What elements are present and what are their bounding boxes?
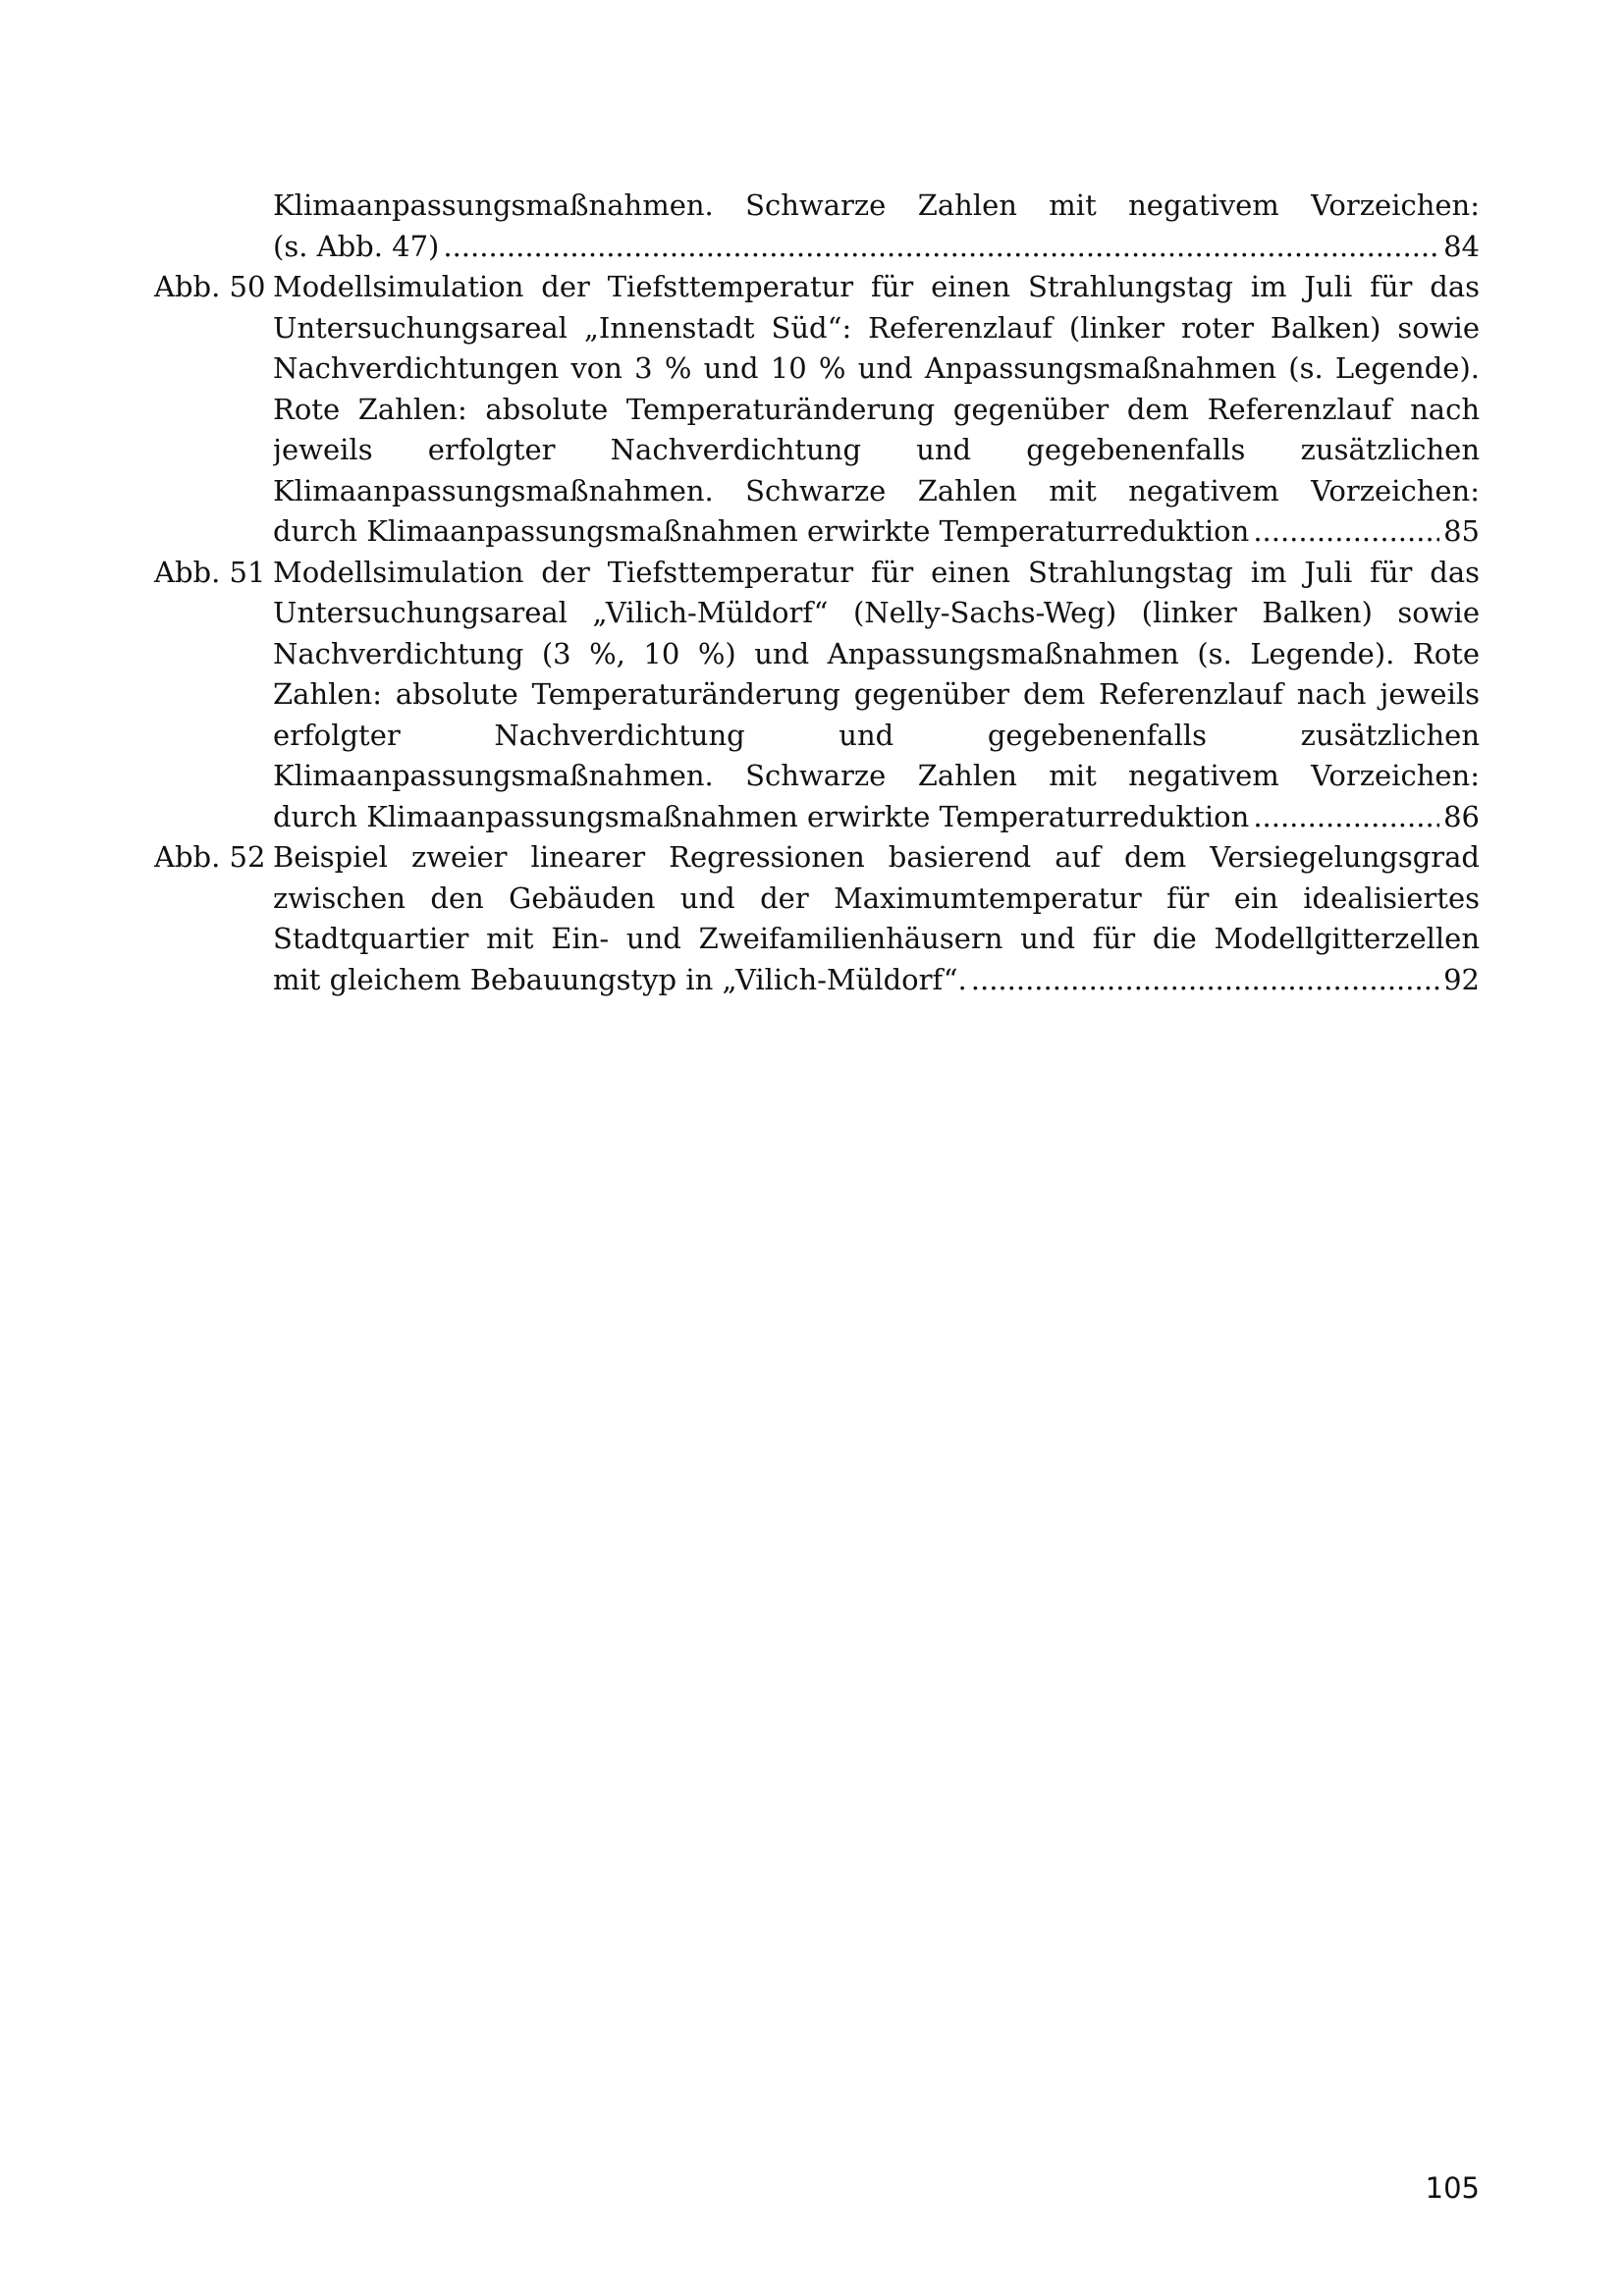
caption-text: erfolgter Nachverdichtung und gegebenenfalls zusätzlichen [273,718,1480,752]
caption-text: Untersuchungsareal „Vilich-Müldorf“ (Nelly-Sachs-Weg) (linker Balken) sowie [273,596,1480,629]
toc-entry-line [154,674,1480,716]
caption-last-line [273,960,1480,1001]
caption-text: durch Klimaanpassungsmaßnahmen erwirkte Temperaturreduktion [273,514,1250,548]
dot-leader [1253,511,1439,553]
toc-entry[interactable] [154,267,1480,553]
toc-entry[interactable] [154,837,1480,1000]
toc-entry-line [154,471,1480,512]
caption-text: Modellsimulation der Tiefsttemperatur für einen Strahlungstag im Juli für das [273,555,1480,589]
figure-label: Abb. 52 [154,840,266,874]
toc-entry-line [154,430,1480,471]
caption-last-line [273,797,1480,838]
figure-label: Abb. 51 [154,555,266,589]
toc-entry-line [154,308,1480,349]
toc-entry-line [154,716,1480,757]
toc-entry-last-line [154,511,1480,553]
caption-text: Klimaanpassungsmaßnahmen. Schwarze Zahlen mit negativem Vorzeichen: [273,759,1480,792]
toc-entry-line [154,267,1480,308]
page-reference[interactable]: 86 [1443,799,1480,833]
toc-entry-line [154,837,1480,879]
caption-text: Nachverdichtungen von 3 % und 10 % und Anpassungsmaßnahmen (s. Legende). [273,351,1480,385]
caption-text: jeweils erfolgter Nachverdichtung und gegebenenfalls zusätzlichen [273,433,1480,466]
caption-text: Modellsimulation der Tiefsttemperatur für einen Strahlungstag im Juli für das [273,270,1480,303]
dot-leader [971,960,1439,1001]
toc-entry-line [154,879,1480,920]
toc-entry-last-line [154,227,1480,268]
caption-text: Zahlen: absolute Temperaturänderung gegenüber dem Referenzlauf nach jeweils [273,677,1480,711]
caption-text: Stadtquartier mit Ein- und Zweifamilienhäusern und für die Modellgitterzellen [273,922,1480,955]
page-number: 105 [1425,2171,1480,2205]
page-reference[interactable]: 92 [1443,962,1480,996]
caption-text: Klimaanpassungsmaßnahmen. Schwarze Zahlen mit negativem Vorzeichen: [273,473,1480,507]
caption-text: (s. Abb. 47) [273,229,440,263]
caption-text: Nachverdichtung (3 %, 10 %) und Anpassungsmaßnahmen (s. Legende). Rote [273,636,1480,670]
caption-text: Rote Zahlen: absolute Temperaturänderung gegenüber dem Referenzlauf nach [273,392,1480,426]
toc-entry-line [154,593,1480,634]
toc-entry-line [154,634,1480,675]
toc-entry-line [154,186,1480,227]
toc-entry[interactable] [154,553,1480,838]
toc-entry-line [154,390,1480,431]
caption-text: mit gleichem Bebauungstyp in „Vilich-Müldorf“. [273,962,967,996]
caption-last-line [273,227,1480,268]
toc-entry-last-line [154,960,1480,1001]
caption-text: zwischen den Gebäuden und der Maximumtemperatur für ein idealisiertes [273,881,1480,915]
caption-text: Beispiel zweier linearer Regressionen basierend auf dem Versiegelungsgrad [273,840,1480,874]
page-reference[interactable]: 84 [1443,229,1480,263]
toc-entry-line [154,553,1480,594]
toc-entry-line [154,756,1480,797]
dot-leader [1253,797,1439,838]
dot-leader [443,227,1439,268]
toc-entry-line [154,919,1480,960]
toc-entry-last-line [154,797,1480,838]
figure-label: Abb. 50 [154,270,266,303]
caption-last-line [273,511,1480,553]
caption-text: Untersuchungsareal „Innenstadt Süd“: Referenzlauf (linker roter Balken) sowie [273,310,1480,345]
list-of-figures [154,186,1480,1000]
caption-text: Klimaanpassungsmaßnahmen. Schwarze Zahlen mit negativem Vorzeichen: [273,188,1480,222]
caption-text: durch Klimaanpassungsmaßnahmen erwirkte Temperaturreduktion [273,799,1250,833]
toc-entry[interactable] [154,186,1480,267]
page-reference[interactable]: 85 [1443,514,1480,548]
toc-entry-line [154,348,1480,390]
